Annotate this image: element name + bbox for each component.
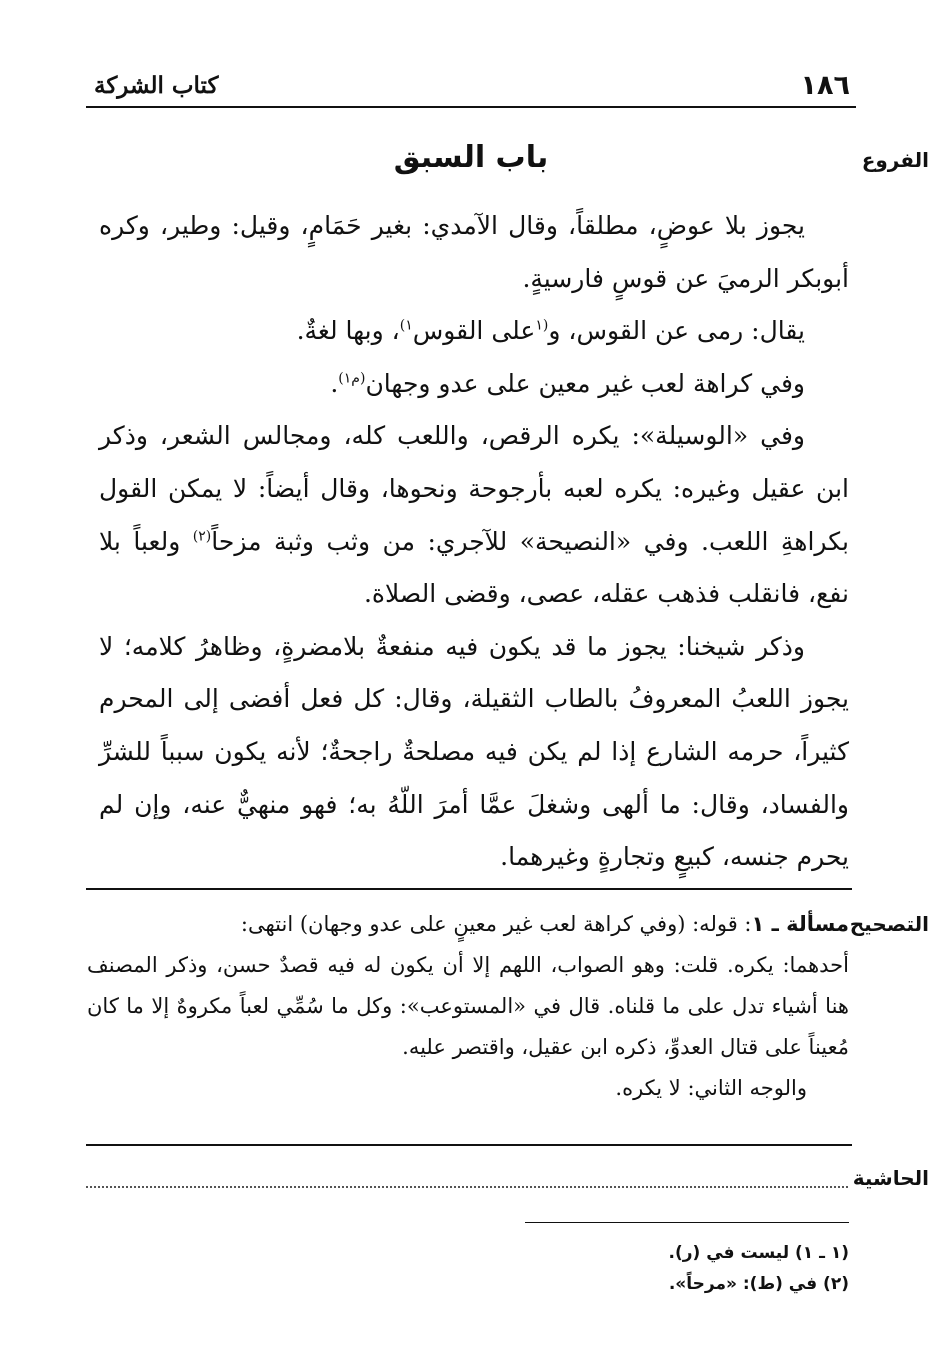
section-divider-1 — [86, 888, 852, 890]
range-mark-open: (١ — [535, 317, 549, 334]
running-header — [86, 66, 856, 108]
paragraph-3-text: وفي كراهة لعب غير معين على عدو وجهان — [365, 368, 805, 398]
paragraph-1: يجوز بلا عوضٍ، مطلقاً، وقال الآمدي: بغير حَمَامٍ، وقيل: وطير، وكره أبوبكر الرميَ عن قوسٍ فارسيةٍ. — [99, 211, 849, 293]
paragraph-2 — [99, 305, 849, 358]
paragraph-4-text-2: ولعباً بلا نفع، فانقلب فذهب عقله، عصى، وقضى الصلاة. — [99, 526, 849, 609]
paragraph-2-after: ، وبها لغةٌ. — [296, 316, 400, 346]
tashih-label: التصحيح — [849, 912, 929, 936]
tashih-paragraph-2: أحدهما: يكره. قلت: وهو الصواب، اللهم إلا أن يكون له فيه قصدٌ حسن، وذكر المصنف هنا أشياء تدل على ما قلناه. قال في «المستوعب»: وكل ما سُمِّي لعباً مكروهٌ إلا ما كان مُعيناً على قتال العدوِّ، ذكره ابن عقيل، واقتصر عليه. — [87, 953, 849, 1059]
paragraph-5: وذكر شيخنا: يجوز ما قد يكون فيه منفعةٌ بلامضرةٍ، وظاهرُ كلامه؛ لا يجوز اللعبُ المعروفُ بالطاب الثقيلة، وقال: كل فعل أفضى إلى المحرم كثيراً، حرمه الشارع إذا لم يكن فيه مصلحةٌ راجحةٌ؛ لأنه يكون سبباً للشرِّ والفساد، وقال: ما ألهى وشغلَ عمَّا أمرَ اللّهُ به؛ فهو منهيٌّ عنه، وإن لم يحرم جنسه، كبيعٍ وتجارةٍ وغيرهما. — [99, 631, 849, 872]
tashih-line-1 — [87, 904, 849, 945]
masala-reference: (م١) — [338, 370, 366, 387]
tashih-text — [87, 904, 849, 1109]
paragraph-3 — [99, 358, 849, 411]
section-divider-2 — [86, 1144, 852, 1146]
masala-question: : قوله: (وفي كراهة لعب غير معينٍ على عدو وجهان) انتهى: — [240, 912, 752, 936]
paragraph-4 — [99, 410, 849, 620]
footnote-rule — [525, 1222, 849, 1223]
masala-label: مسألة ـ ١ — [751, 912, 849, 936]
hashiya-label: الحاشية — [852, 1166, 929, 1190]
page-number: ١٨٦ — [800, 70, 850, 101]
paragraph-4-text-1: وفي «الوسيلة»: يكره الرقص، واللعب كله، ومجالس الشعر، وذكر ابن عقيل وغيره: يكره لعبه بأرجوحة ونحوها، وقال أيضاً: لا يمكن القول بكراهةِ اللعب. وفي «النصيحة» للآجري: من وثب وثبة مزحاً — [99, 421, 849, 556]
footnote-1: (١ ـ ١) ليست في (ر). — [668, 1243, 849, 1263]
hashiya-dotted-line — [86, 1186, 848, 1188]
book-title: كتاب الشركة — [94, 72, 219, 99]
chapter-title: باب السبق — [393, 140, 549, 175]
paragraph-3-end: . — [330, 368, 339, 398]
tashih-paragraph-3: والوجه الثاني: لا يكره. — [615, 1076, 807, 1100]
main-text — [99, 200, 849, 884]
range-mark-close: ١) — [399, 317, 413, 334]
paragraph-2-middle: على القوس — [412, 316, 536, 346]
furu-label: الفروع — [861, 148, 929, 172]
paragraph-2-before: يقال: رمى عن القوس، و — [548, 316, 805, 346]
footnote-2: (٢) في (ط): «مرحاً». — [668, 1274, 849, 1294]
footnote-reference-2: (٢) — [192, 528, 212, 545]
footnotes — [249, 1238, 849, 1300]
